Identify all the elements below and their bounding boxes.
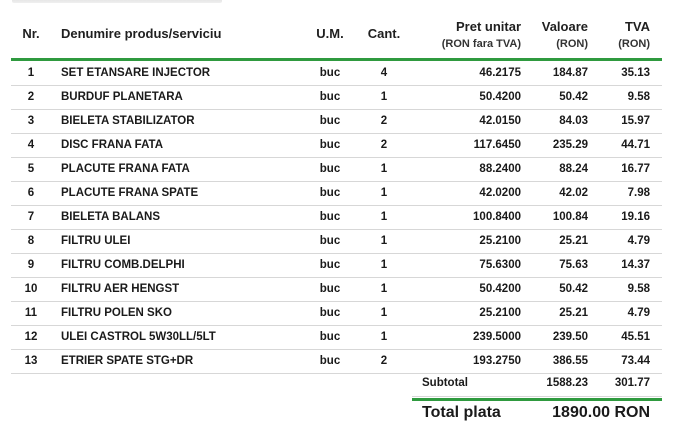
cell-pret: 100.8400 [473,211,521,223]
cell-denumire: FILTRU POLEN SKO [61,307,172,319]
header-tva [618,19,650,50]
cell-valoare: 50.42 [559,283,588,295]
cell-nr: 12 [24,331,38,343]
cell-nr: 6 [27,187,35,199]
cell-valoare: 386.55 [552,355,588,367]
cell-valoare: 25.21 [559,307,588,319]
table-row [11,61,662,86]
cell-denumire: DISC FRANA FATA [61,139,164,151]
cell-um: buc [319,67,341,79]
cell-denumire: ETRIER SPATE STG+DR [61,355,194,367]
cell-pret: 42.0200 [479,187,521,199]
cell-nr: 2 [27,91,35,103]
cell-tva: 4.79 [627,307,650,319]
cell-cant: 2 [380,355,388,367]
cell-cant: 1 [380,307,388,319]
cell-cant: 1 [380,259,388,271]
cell-um: buc [319,355,341,367]
header-nr: Nr. [22,26,40,41]
cell-cant: 1 [380,187,388,199]
cell-valoare: 235.29 [552,139,588,151]
cropped-header-text [12,0,222,3]
header-pret [442,19,521,50]
table-row [11,133,662,158]
cell-denumire: BIELETA BALANS [61,211,161,223]
table-row [11,181,662,206]
table-row [11,109,662,134]
cell-nr: 9 [27,259,35,271]
cell-cant: 2 [380,139,388,151]
cell-denumire: BIELETA STABILIZATOR [61,115,195,127]
header-pret-unit: (RON fara TVA) [441,38,521,50]
cell-cant: 1 [380,211,388,223]
header-cant: Cant. [367,26,401,41]
subtotal-row [412,372,662,397]
cell-nr: 1 [27,67,35,79]
table-row [11,325,662,350]
cell-valoare: 184.87 [552,67,588,79]
cell-pret: 46.2175 [479,67,521,79]
cell-tva: 45.51 [621,331,650,343]
cell-cant: 1 [380,283,388,295]
cell-tva: 7.98 [627,187,650,199]
cell-tva: 73.44 [621,355,650,367]
subtotal-label: Subtotal [422,377,468,389]
cell-um: buc [319,307,341,319]
cell-cant: 1 [380,235,388,247]
cell-pret: 193.2750 [473,355,521,367]
cell-nr: 3 [27,115,35,127]
cell-tva: 14.37 [621,259,650,271]
cell-nr: 11 [24,307,38,319]
subtotal-valoare: 1588.23 [546,377,588,389]
cell-pret: 25.2100 [479,235,521,247]
header-pret-label: Pret unitar [455,19,521,34]
table-row [11,85,662,110]
cell-valoare: 239.50 [552,331,588,343]
header-valoare-label: Valoare [541,19,588,34]
cell-denumire: SET ETANSARE INJECTOR [61,67,211,79]
cell-tva: 35.13 [621,67,650,79]
table-row [11,229,662,254]
cell-pret: 42.0150 [479,115,521,127]
cell-um: buc [319,163,341,175]
cell-cant: 4 [380,67,388,79]
cell-valoare: 75.63 [559,259,588,271]
cell-um: buc [319,235,341,247]
cell-um: buc [319,115,341,127]
cell-cant: 1 [380,331,388,343]
cell-cant: 1 [380,91,388,103]
cell-pret: 75.6300 [479,259,521,271]
cell-denumire: PLACUTE FRANA FATA [61,163,190,175]
header-denumire: Denumire produs/serviciu [61,26,222,41]
cell-pret: 88.2400 [479,163,521,175]
header-tva-unit: (RON) [618,38,650,50]
cell-um: buc [319,139,341,151]
cell-nr: 4 [27,139,35,151]
cell-nr: 8 [27,235,35,247]
header-valoare [542,19,588,50]
cell-cant: 1 [380,163,388,175]
table-row [11,205,662,230]
cell-valoare: 50.42 [559,91,588,103]
cell-tva: 9.58 [627,91,650,103]
cell-pret: 50.4200 [479,283,521,295]
cell-tva: 15.97 [621,115,650,127]
cell-cant: 2 [380,115,388,127]
cell-nr: 13 [24,355,38,367]
cell-um: buc [319,91,341,103]
cell-tva: 19.16 [621,211,650,223]
cell-tva: 44.71 [621,139,650,151]
cell-denumire: FILTRU ULEI [61,235,131,247]
total-divider [412,398,662,401]
cell-um: buc [319,187,341,199]
cell-nr: 7 [27,211,35,223]
cell-pret: 50.4200 [479,91,521,103]
cell-tva: 4.79 [627,235,650,247]
total-row [412,402,662,428]
cell-valoare: 42.02 [559,187,588,199]
cell-valoare: 84.03 [559,115,588,127]
table-row [11,301,662,326]
cell-pret: 25.2100 [479,307,521,319]
cell-um: buc [319,283,341,295]
header-tva-label: TVA [624,19,650,34]
cell-um: buc [319,211,341,223]
cell-denumire: PLACUTE FRANA SPATE [61,187,199,199]
cell-pret: 117.6450 [473,139,521,151]
cell-valoare: 25.21 [559,235,588,247]
cell-um: buc [319,331,341,343]
table-header [11,12,662,56]
table-row [11,349,662,374]
table-row [11,253,662,278]
cell-nr: 10 [24,283,38,295]
subtotal-tva: 301.77 [614,377,650,389]
cell-um: buc [319,259,341,271]
cell-tva: 9.58 [627,283,650,295]
total-label: Total plata [422,404,501,421]
cell-valoare: 88.24 [559,163,588,175]
cell-nr: 5 [27,163,35,175]
cell-valoare: 100.84 [552,211,588,223]
cell-denumire: BURDUF PLANETARA [61,91,183,103]
header-valoare-unit: (RON) [556,38,588,50]
cell-denumire: FILTRU COMB.DELPHI [61,259,185,271]
cell-tva: 16.77 [621,163,650,175]
cell-denumire: FILTRU AER HENGST [61,283,180,295]
header-um: U.M. [316,26,344,41]
cell-denumire: ULEI CASTROL 5W30LL/5LT [61,331,216,343]
table-row [11,277,662,302]
table-row [11,157,662,182]
cell-pret: 239.5000 [473,331,521,343]
total-amount: 1890.00 RON [552,404,650,421]
